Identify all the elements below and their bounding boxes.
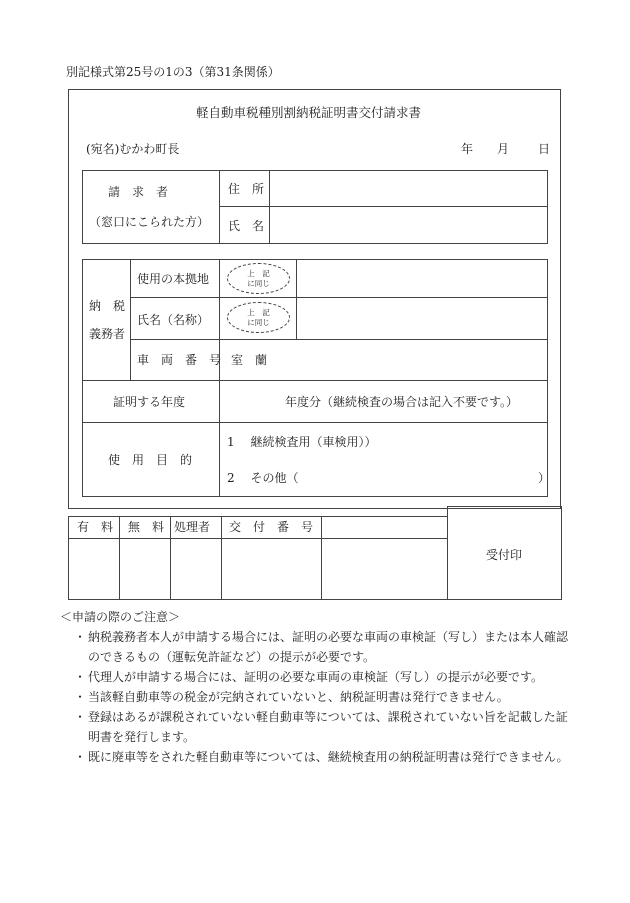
cert-year-label: 証明する年度 xyxy=(113,395,186,409)
address-label: 住 所 xyxy=(228,182,265,196)
note-item xyxy=(66,667,576,687)
date-month-label: 月 xyxy=(497,142,510,156)
form-number: 別記様式第25号の1の3（第31条関係） xyxy=(66,65,280,79)
cert-year-value[interactable]: 年度分（継続検査の場合は記入不要です。） xyxy=(285,395,519,409)
owner-name-label: 氏名（名称） xyxy=(137,313,210,327)
reception-stamp-label: 受付印 xyxy=(486,548,523,562)
bullet: ・ xyxy=(74,690,87,704)
requester-sublabel: （窓口にこられた方） xyxy=(89,215,210,229)
bullet: ・ xyxy=(74,670,87,684)
note-item xyxy=(66,687,576,707)
same-as-above-checkbox-base[interactable] xyxy=(227,263,290,294)
taxpayer-label-1: 納 税 xyxy=(89,299,126,313)
purpose-option-2[interactable]: 2 その他（ xyxy=(227,471,299,485)
bullet: ・ xyxy=(74,630,87,644)
issue-number-label: 交 付 番 号 xyxy=(229,520,314,534)
purpose-option-1[interactable]: 1 継続検査用（車検用）） xyxy=(227,435,377,449)
requester-address-field[interactable] xyxy=(272,172,546,204)
note-item xyxy=(66,707,576,747)
requester-name-field[interactable] xyxy=(272,208,546,242)
taxpayer-label-2: 義務者 xyxy=(89,327,126,341)
notes-heading: ＜申請の際のご注意＞ xyxy=(60,610,181,624)
plate-number-field[interactable] xyxy=(275,341,546,378)
notes-section xyxy=(60,607,576,767)
note-text: 当該軽自動車等の税金が完納されていないと、納税証明書は発行できません。 xyxy=(88,690,509,704)
note-text: 代理人が申請する場合には、証明の必要な車両の車検証（写し）の提示が必要です。 xyxy=(88,670,544,684)
owner-name-field[interactable] xyxy=(298,299,546,337)
plate-label: 車 両 番 号 xyxy=(137,353,222,367)
same-as-above-checkbox-name[interactable] xyxy=(227,302,290,333)
purpose-label: 使 用 目 的 xyxy=(108,453,193,467)
name-label: 氏 名 xyxy=(228,219,265,233)
addressee: (宛名)むかわ町長 xyxy=(86,142,180,156)
date-year-label: 年 xyxy=(461,142,474,156)
bullet: ・ xyxy=(74,750,87,764)
same-as-above-text: 上 記 xyxy=(247,308,270,317)
date-day-label: 日 xyxy=(538,142,551,156)
note-text: 登録はあるが課税されていない軽自動車等については、課税されていない旨を記載した証明書を発行します。 xyxy=(88,710,568,744)
requester-label: 請 求 者 xyxy=(108,185,169,199)
note-text: 納税義務者本人が申請する場合には、証明の必要な車両の車検証（写し）または本人確認のできるもの（運転免許証など）の提示が必要です。 xyxy=(88,630,569,664)
handler-label: 処理者 xyxy=(174,520,211,534)
note-item xyxy=(66,747,576,767)
purpose-option-2-close: ） xyxy=(538,471,551,485)
plate-prefix: 室 蘭 xyxy=(231,353,268,367)
bullet: ・ xyxy=(74,710,87,724)
form-title: 軽自動車税種別割納税証明書交付請求書 xyxy=(196,105,422,120)
base-label: 使用の本拠地 xyxy=(137,272,210,286)
note-item xyxy=(66,627,576,667)
same-as-above-text: 上 記 xyxy=(247,269,270,278)
same-as-above-text: に同じ xyxy=(247,279,270,288)
free-label: 無 料 xyxy=(128,520,165,534)
same-as-above-text: に同じ xyxy=(247,318,270,327)
base-field[interactable] xyxy=(298,261,546,295)
note-text: 既に廃車等をされた軽自動車等については、継続検査用の納税証明書は発行できません。 xyxy=(88,750,569,764)
paid-label: 有 料 xyxy=(77,520,114,534)
